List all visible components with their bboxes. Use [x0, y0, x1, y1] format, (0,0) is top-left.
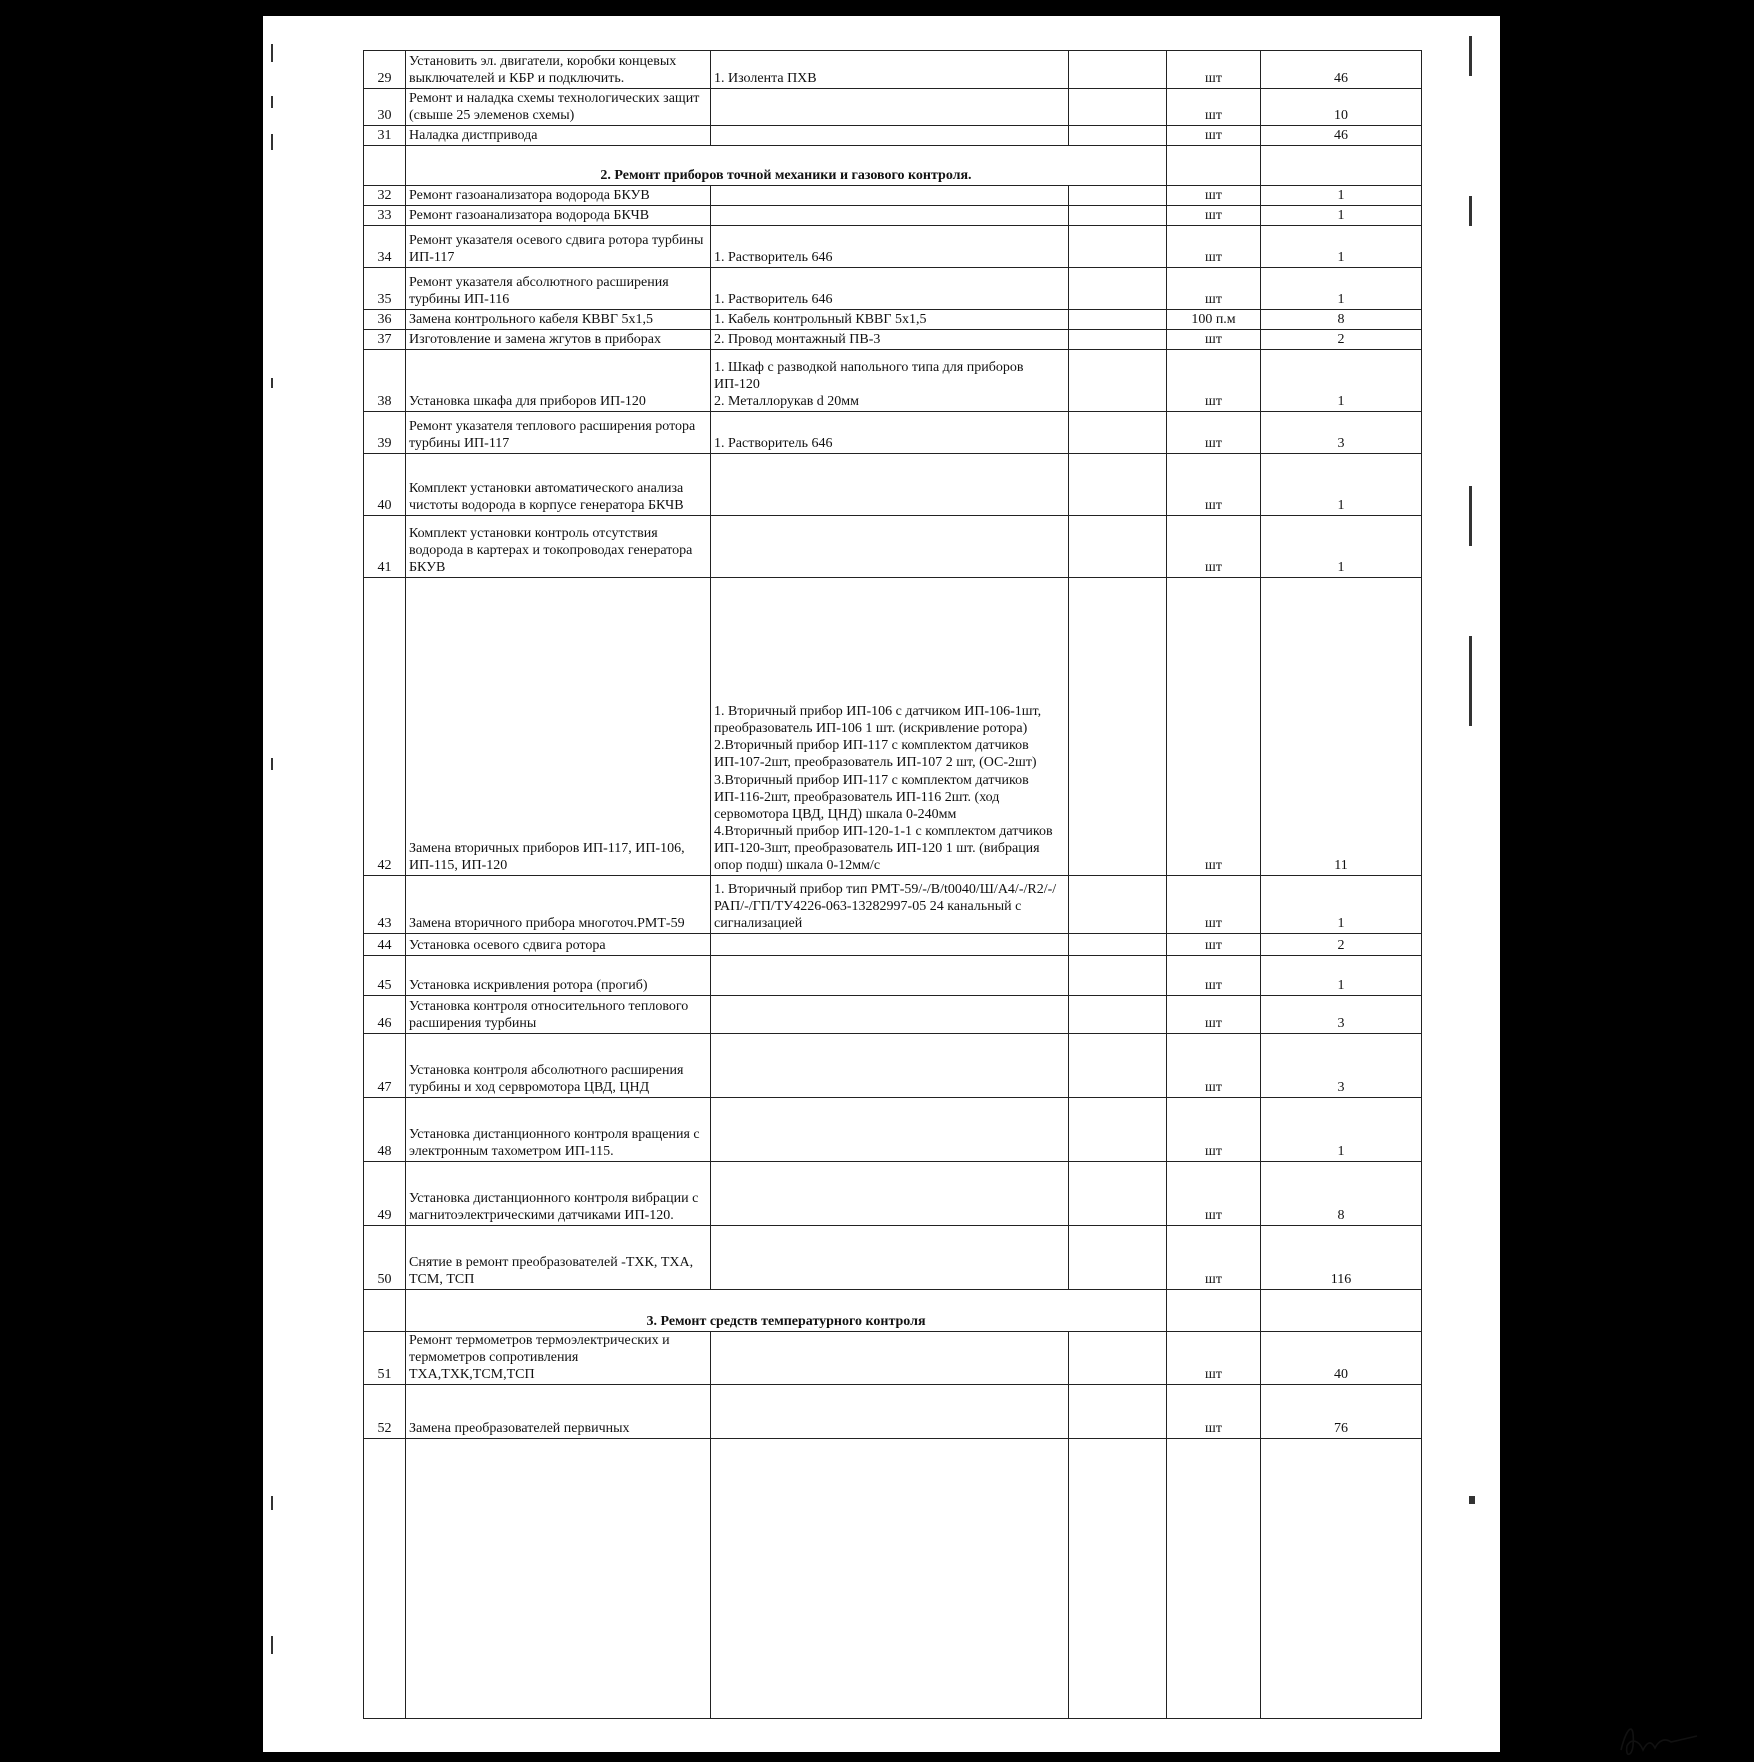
- empty-cell: [1069, 578, 1167, 876]
- materials-cell: [711, 1162, 1069, 1226]
- work-description: Установка дистанционного контроля вращения с электронным тахометром ИП-115.: [406, 1098, 711, 1162]
- material-item: 2. Провод монтажный ПВ-3: [714, 331, 881, 347]
- section-header-row: [364, 1290, 1422, 1332]
- quantity-cell: 8: [1261, 310, 1422, 330]
- materials-cell: [711, 51, 1069, 89]
- empty-cell: [1069, 996, 1167, 1034]
- work-description: Изготовление и замена жгутов в приборах: [406, 330, 711, 350]
- empty-cell: [1069, 1034, 1167, 1098]
- unit-cell: [1167, 1439, 1261, 1719]
- work-description: Комплект установки автоматического анализа чистоты водорода в корпусе генератора БКЧВ: [406, 454, 711, 516]
- empty-cell: [1069, 268, 1167, 310]
- table-row: [364, 268, 1422, 310]
- materials-cell: [711, 1098, 1069, 1162]
- empty-cell: [364, 1290, 406, 1332]
- row-number: 35: [364, 268, 406, 310]
- material-item: 1. Шкаф с разводкой напольного типа для приборов ИП-120: [714, 359, 1024, 392]
- table-row: [364, 126, 1422, 146]
- left-scan-marks: [263, 16, 283, 1752]
- materials-cell: [711, 996, 1069, 1034]
- materials-cell: [711, 1332, 1069, 1385]
- quantity-cell: 1: [1261, 206, 1422, 226]
- materials-cell: [711, 934, 1069, 956]
- empty-cell: [1069, 956, 1167, 996]
- row-number: 32: [364, 186, 406, 206]
- empty-cell: [1069, 350, 1167, 412]
- material-item: 1. Вторичный прибор тип РМТ-59/-/В/t0040/Ш/А4/-/R2/-/РАП/-/ГП/ТУ4226-063-13282997-05 24 канальный с сигнализацией: [714, 881, 1057, 931]
- materials-cell: [711, 1439, 1069, 1719]
- empty-cell: [1069, 1162, 1167, 1226]
- unit-cell: шт: [1167, 578, 1261, 876]
- quantity-cell: 46: [1261, 51, 1422, 89]
- row-number: 44: [364, 934, 406, 956]
- row-number: 47: [364, 1034, 406, 1098]
- quantity-cell: 1: [1261, 876, 1422, 934]
- row-number: 34: [364, 226, 406, 268]
- quantity-cell: 10: [1261, 89, 1422, 126]
- table-row: [364, 330, 1422, 350]
- materials-cell: [711, 412, 1069, 454]
- materials-cell: [711, 578, 1069, 876]
- work-description: Замена вторичных приборов ИП-117, ИП-106, ИП-115, ИП-120: [406, 578, 711, 876]
- row-number: 29: [364, 51, 406, 89]
- quantity-cell: 3: [1261, 996, 1422, 1034]
- empty-cell: [364, 146, 406, 186]
- quantity-cell: 2: [1261, 330, 1422, 350]
- unit-cell: шт: [1167, 454, 1261, 516]
- material-item: 1. Кабель контрольный КВВГ 5х1,5: [714, 311, 927, 327]
- work-description: Установка дистанционного контроля вибрации с магнитоэлектрическими датчиками ИП-120.: [406, 1162, 711, 1226]
- quantity-cell: 1: [1261, 268, 1422, 310]
- quantity-cell: 1: [1261, 186, 1422, 206]
- table-row: [364, 310, 1422, 330]
- row-number: 33: [364, 206, 406, 226]
- table-row: [364, 876, 1422, 934]
- materials-cell: [711, 226, 1069, 268]
- table-row: [364, 226, 1422, 268]
- materials-cell: [711, 516, 1069, 578]
- empty-cell: [1069, 226, 1167, 268]
- quantity-cell: 46: [1261, 126, 1422, 146]
- materials-cell: [711, 206, 1069, 226]
- unit-cell: шт: [1167, 956, 1261, 996]
- quantity-cell: 40: [1261, 1332, 1422, 1385]
- work-description: [406, 1439, 711, 1719]
- materials-cell: [711, 350, 1069, 412]
- specification-table: [363, 50, 1422, 1719]
- empty-cell: [1069, 1332, 1167, 1385]
- row-number: 48: [364, 1098, 406, 1162]
- table-row: [364, 934, 1422, 956]
- unit-cell: шт: [1167, 1034, 1261, 1098]
- section-title: 3. Ремонт средств температурного контроля: [406, 1290, 1167, 1332]
- table-row: [364, 996, 1422, 1034]
- materials-cell: [711, 956, 1069, 996]
- table-row: [364, 1226, 1422, 1290]
- row-number: 45: [364, 956, 406, 996]
- unit-cell: шт: [1167, 876, 1261, 934]
- row-number: 46: [364, 996, 406, 1034]
- unit-cell: шт: [1167, 1098, 1261, 1162]
- table-row: [364, 1439, 1422, 1719]
- unit-cell: шт: [1167, 268, 1261, 310]
- unit-cell: шт: [1167, 126, 1261, 146]
- material-item: 2. Металлорукав d 20мм: [714, 393, 860, 409]
- table-row: [364, 516, 1422, 578]
- unit-cell: шт: [1167, 1332, 1261, 1385]
- empty-cell: [1069, 934, 1167, 956]
- materials-cell: [711, 1034, 1069, 1098]
- unit-cell: шт: [1167, 226, 1261, 268]
- quantity-cell: 1: [1261, 454, 1422, 516]
- unit-cell: шт: [1167, 1162, 1261, 1226]
- work-description: Установка контроля относительного теплового расширения турбины: [406, 996, 711, 1034]
- work-description: Ремонт термометров термоэлектрических и термометров сопротивления ТХА,ТХК,ТСМ,ТСП: [406, 1332, 711, 1385]
- empty-cell: [1069, 876, 1167, 934]
- unit-cell: шт: [1167, 350, 1261, 412]
- materials-cell: [711, 1385, 1069, 1439]
- work-description: Ремонт указателя теплового расширения ротора турбины ИП-117: [406, 412, 711, 454]
- material-item: 4.Вторичный прибор ИП-120-1-1 с комплектом датчиков ИП-120-3шт, преобразователь ИП-120 1 шт. (вибрация опор подш) шкала 0-12мм/с: [714, 823, 1053, 873]
- materials-cell: [711, 330, 1069, 350]
- work-description: Установка осевого сдвига ротора: [406, 934, 711, 956]
- table-row: [364, 412, 1422, 454]
- material-item: 1. Вторичный прибор ИП-106 с датчиком ИП-106-1шт, преобразователь ИП-106 1 шт. (искривление ротора): [714, 704, 1042, 737]
- work-description: Ремонт и наладка схемы технологических защит (свыше 25 элеменов схемы): [406, 89, 711, 126]
- empty-cell: [1069, 186, 1167, 206]
- material-item: 3.Вторичный прибор ИП-117 с комплектом датчиков ИП-116-2шт, преобразователь ИП-116 2шт. (ход сервомотора ЦВД, ЦНД) шкала 0-240мм: [714, 772, 1029, 822]
- table-row: [364, 186, 1422, 206]
- table-row: [364, 89, 1422, 126]
- empty-cell: [1069, 1439, 1167, 1719]
- empty-cell: [1261, 146, 1422, 186]
- table-row: [364, 1034, 1422, 1098]
- material-item: 1. Растворитель 646: [714, 249, 833, 265]
- table-row: [364, 350, 1422, 412]
- work-description: Ремонт газоанализатора водорода БКУВ: [406, 186, 711, 206]
- table-row: [364, 454, 1422, 516]
- handwritten-signature: [1613, 1716, 1703, 1762]
- empty-cell: [1069, 330, 1167, 350]
- row-number: [364, 1439, 406, 1719]
- work-description: Замена преобразователей первичных: [406, 1385, 711, 1439]
- work-description: Ремонт указателя абсолютного расширения турбины ИП-116: [406, 268, 711, 310]
- table-row: [364, 206, 1422, 226]
- unit-cell: шт: [1167, 51, 1261, 89]
- material-item: 2.Вторичный прибор ИП-117 с комплектом датчиков ИП-107-2шт, преобразователь ИП-107 2 шт, (ОС-2шт): [714, 738, 1037, 771]
- empty-cell: [1069, 1226, 1167, 1290]
- table-row: [364, 578, 1422, 876]
- quantity-cell: 2: [1261, 934, 1422, 956]
- empty-cell: [1069, 1385, 1167, 1439]
- materials-cell: [711, 310, 1069, 330]
- right-scan-marks: [1463, 16, 1483, 1752]
- quantity-cell: 3: [1261, 1034, 1422, 1098]
- work-description: Замена контрольного кабеля КВВГ 5х1,5: [406, 310, 711, 330]
- row-number: 36: [364, 310, 406, 330]
- quantity-cell: 116: [1261, 1226, 1422, 1290]
- work-description: Ремонт указателя осевого сдвига ротора турбины ИП-117: [406, 226, 711, 268]
- empty-cell: [1261, 1290, 1422, 1332]
- table-row: [364, 1332, 1422, 1385]
- materials-cell: [711, 454, 1069, 516]
- work-description: Ремонт газоанализатора водорода БКЧВ: [406, 206, 711, 226]
- table-row: [364, 1385, 1422, 1439]
- materials-cell: [711, 1226, 1069, 1290]
- work-description: Установить эл. двигатели, коробки концевых выключателей и КБР и подключить.: [406, 51, 711, 89]
- table-row: [364, 51, 1422, 89]
- quantity-cell: 76: [1261, 1385, 1422, 1439]
- work-description: Снятие в ремонт преобразователей -ТХК, ТХА, ТСМ, ТСП: [406, 1226, 711, 1290]
- table-row: [364, 956, 1422, 996]
- material-item: 1. Растворитель 646: [714, 291, 833, 307]
- empty-cell: [1069, 206, 1167, 226]
- material-item: 1. Растворитель 646: [714, 435, 833, 451]
- materials-cell: [711, 89, 1069, 126]
- unit-cell: шт: [1167, 186, 1261, 206]
- work-description: Замена вторичного прибора многоточ.РМТ-59: [406, 876, 711, 934]
- table-row: [364, 1098, 1422, 1162]
- empty-cell: [1167, 1290, 1261, 1332]
- empty-cell: [1167, 146, 1261, 186]
- unit-cell: шт: [1167, 996, 1261, 1034]
- quantity-cell: 1: [1261, 226, 1422, 268]
- unit-cell: шт: [1167, 330, 1261, 350]
- section-title: 2. Ремонт приборов точной механики и газового контроля.: [406, 146, 1167, 186]
- work-description: Наладка дистпривода: [406, 126, 711, 146]
- quantity-cell: 1: [1261, 516, 1422, 578]
- row-number: 41: [364, 516, 406, 578]
- unit-cell: шт: [1167, 1226, 1261, 1290]
- work-description: Установка искривления ротора (прогиб): [406, 956, 711, 996]
- empty-cell: [1069, 412, 1167, 454]
- row-number: 31: [364, 126, 406, 146]
- row-number: 50: [364, 1226, 406, 1290]
- quantity-cell: 8: [1261, 1162, 1422, 1226]
- unit-cell: шт: [1167, 516, 1261, 578]
- quantity-cell: 1: [1261, 350, 1422, 412]
- section-header-row: [364, 146, 1422, 186]
- row-number: 37: [364, 330, 406, 350]
- material-item: 1. Изолента ПХВ: [714, 70, 817, 86]
- unit-cell: шт: [1167, 206, 1261, 226]
- table-row: [364, 1162, 1422, 1226]
- unit-cell: 100 п.м: [1167, 310, 1261, 330]
- work-description: Установка контроля абсолютного расширения турбины и ход сервромотора ЦВД, ЦНД: [406, 1034, 711, 1098]
- materials-cell: [711, 268, 1069, 310]
- unit-cell: шт: [1167, 412, 1261, 454]
- work-description: Установка шкафа для приборов ИП-120: [406, 350, 711, 412]
- work-description: Комплект установки контроль отсутствия водорода в картерах и токопроводах генератора БКУВ: [406, 516, 711, 578]
- row-number: 49: [364, 1162, 406, 1226]
- quantity-cell: 1: [1261, 956, 1422, 996]
- row-number: 51: [364, 1332, 406, 1385]
- empty-cell: [1069, 516, 1167, 578]
- empty-cell: [1069, 89, 1167, 126]
- row-number: 40: [364, 454, 406, 516]
- row-number: 42: [364, 578, 406, 876]
- row-number: 52: [364, 1385, 406, 1439]
- row-number: 43: [364, 876, 406, 934]
- quantity-cell: 1: [1261, 1098, 1422, 1162]
- empty-cell: [1069, 51, 1167, 89]
- empty-cell: [1069, 126, 1167, 146]
- materials-cell: [711, 186, 1069, 206]
- empty-cell: [1069, 1098, 1167, 1162]
- row-number: 39: [364, 412, 406, 454]
- unit-cell: шт: [1167, 89, 1261, 126]
- row-number: 38: [364, 350, 406, 412]
- empty-cell: [1069, 310, 1167, 330]
- row-number: 30: [364, 89, 406, 126]
- unit-cell: шт: [1167, 1385, 1261, 1439]
- materials-cell: [711, 126, 1069, 146]
- quantity-cell: 3: [1261, 412, 1422, 454]
- empty-cell: [1069, 454, 1167, 516]
- materials-cell: [711, 876, 1069, 934]
- quantity-cell: [1261, 1439, 1422, 1719]
- unit-cell: шт: [1167, 934, 1261, 956]
- quantity-cell: 11: [1261, 578, 1422, 876]
- document-page: [263, 16, 1500, 1752]
